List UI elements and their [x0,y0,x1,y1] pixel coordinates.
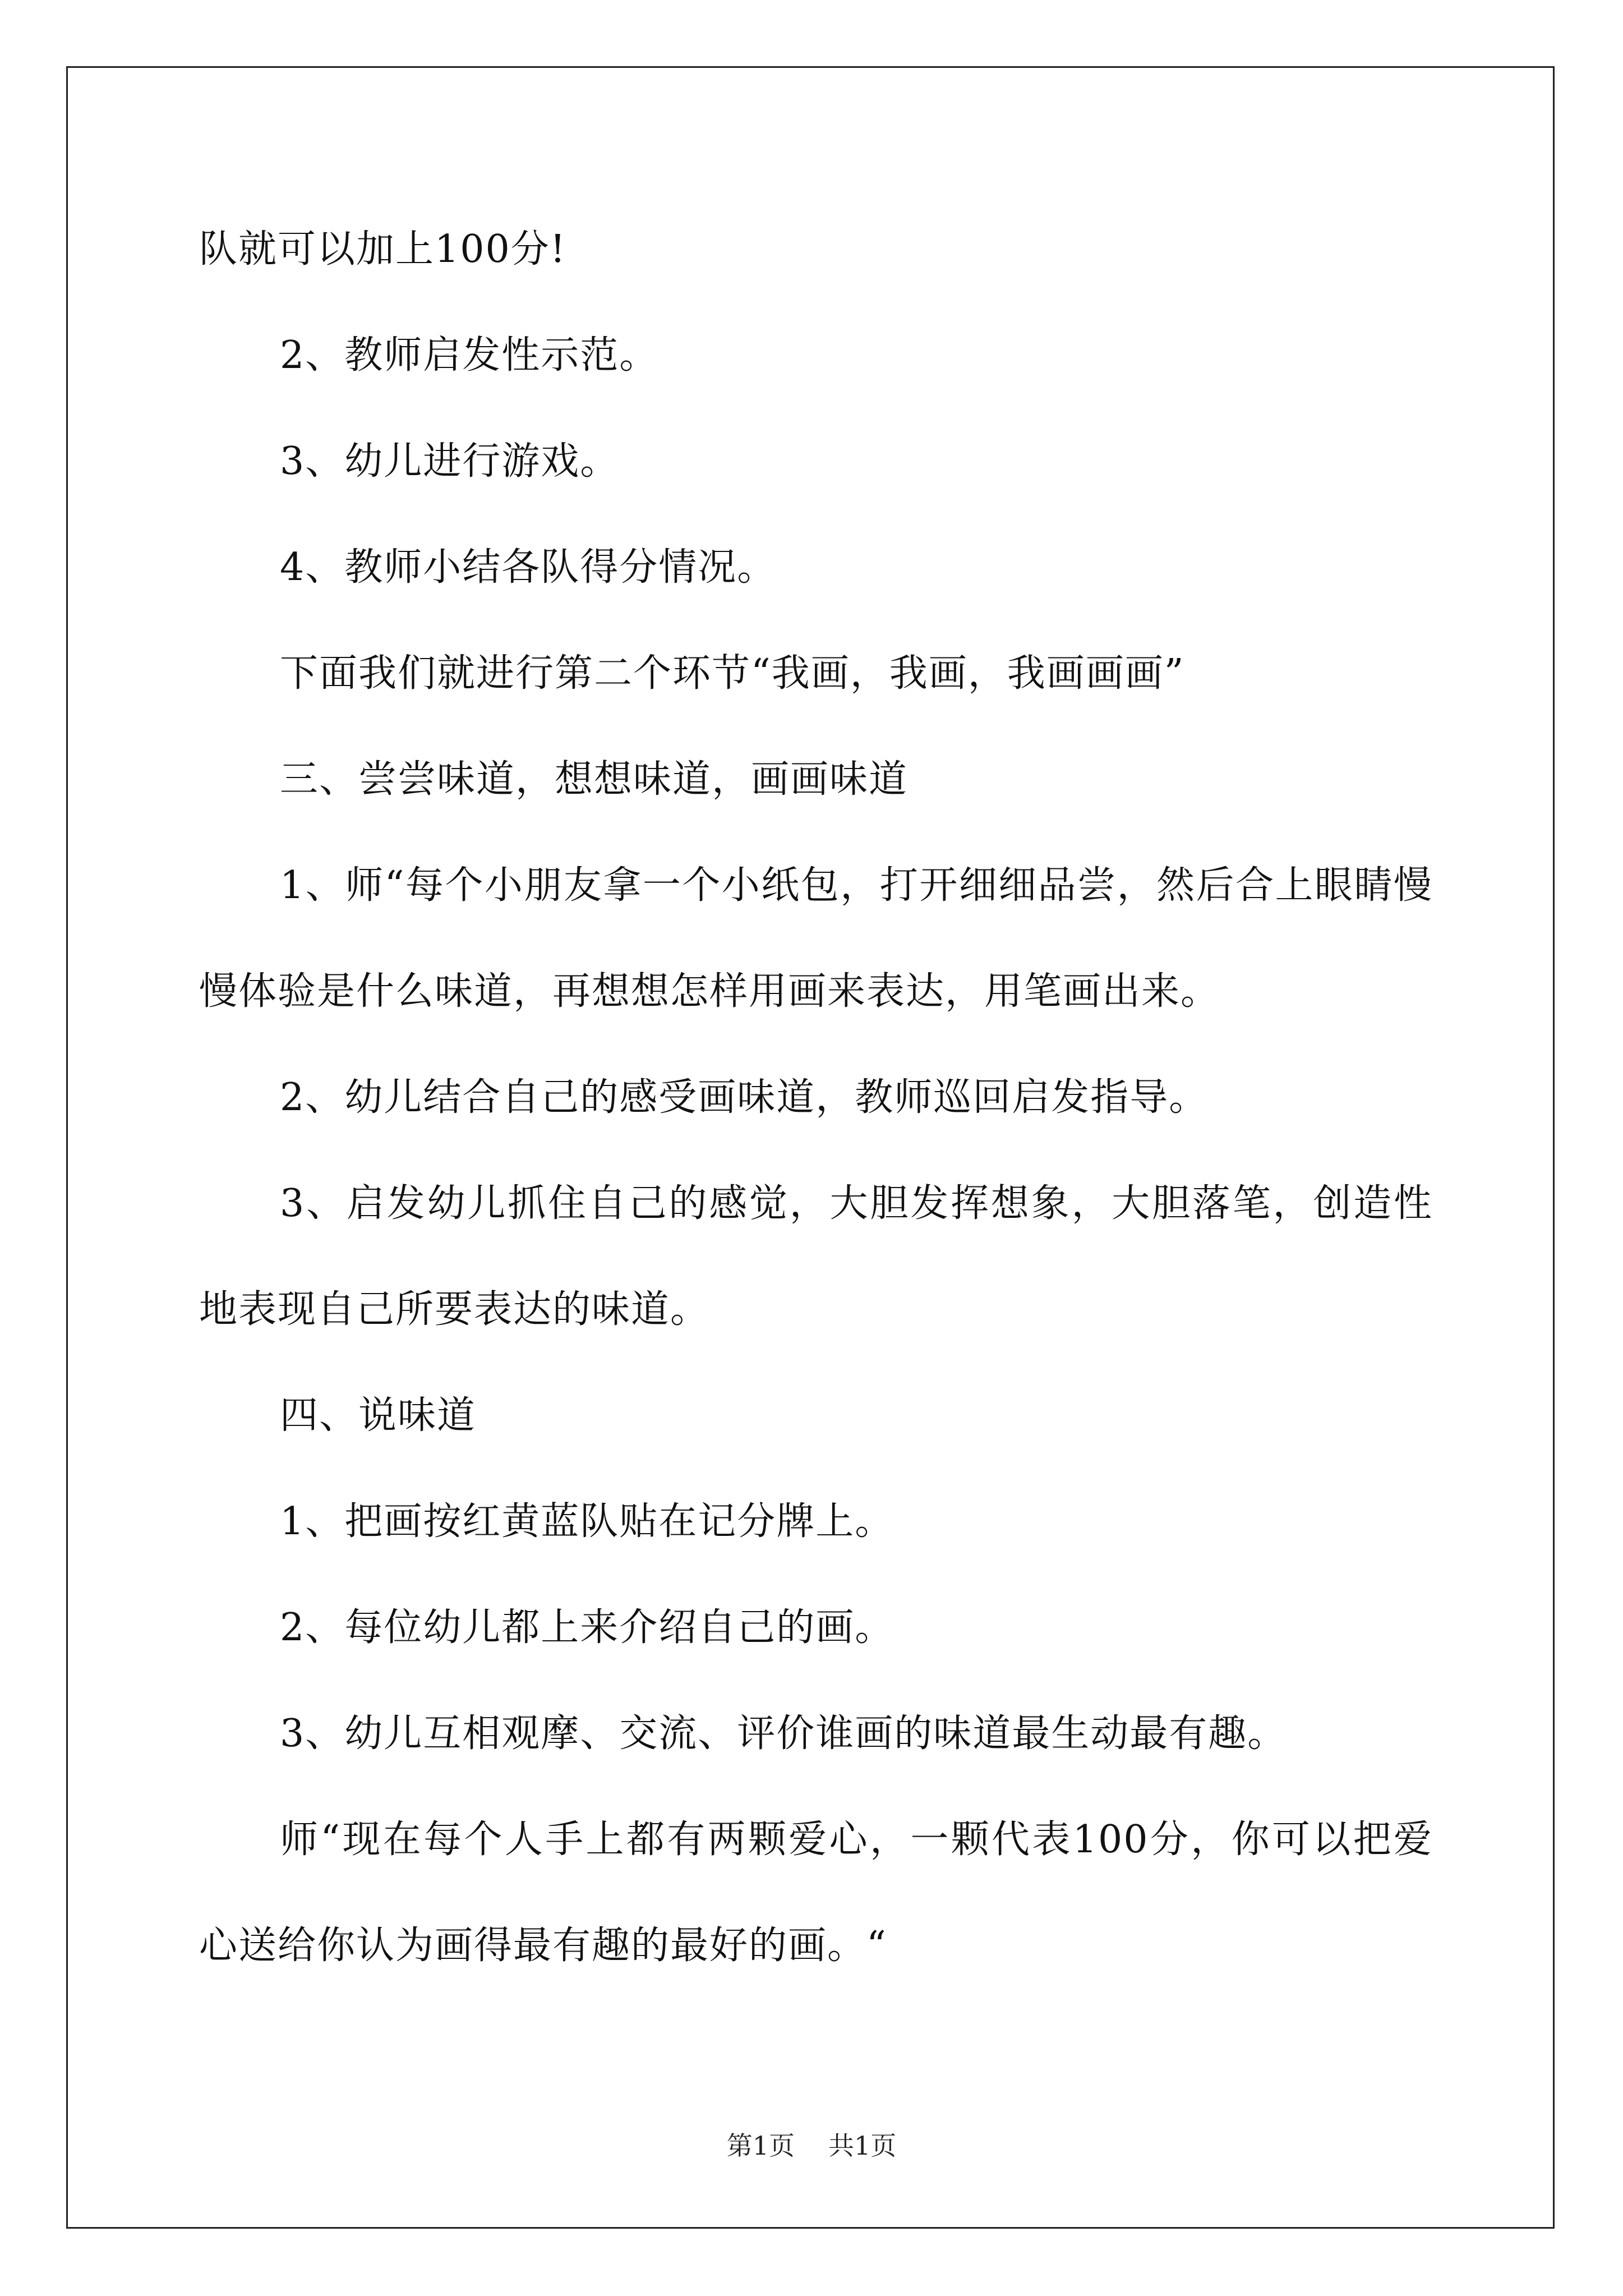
paragraph-5: 下面我们就进行第二个环节“我画，我画，我画画画” [280,651,1185,696]
paragraph-7: 1、师“每个小朋友拿一个小纸包，打开细细品尝，然后合上眼睛慢慢体验是什么味道，再想想怎样用画来表达，用笔画出来。 [199,863,1433,1014]
paragraph-1: 队就可以加上100分! [199,227,567,272]
page-total: 共1页 [828,2131,897,2161]
paragraph-12: 2、每位幼儿都上来介绍自己的画。 [280,1605,895,1650]
paragraph-13: 3、幼儿互相观摩、交流、评价谁画的味道最生动最有趣。 [280,1711,1287,1756]
section-heading-4: 四、说味道 [280,1393,477,1438]
paragraph-4: 4、教师小结各队得分情况。 [280,545,777,590]
paragraph-3: 3、幼儿进行游戏。 [280,439,620,484]
page-number: 第1页 [726,2131,795,2161]
page-footer [0,2129,1623,2162]
paragraph-14: 师“现在每个人手上都有两颗爱心，一颗代表100分，你可以把爱心送给你认为画得最有趣的最好的画。“ [199,1818,1433,1968]
paragraph-2: 2、教师启发性示范。 [280,333,659,378]
paragraph-8: 2、幼儿结合自己的感受画味道，教师巡回启发指导。 [280,1075,1209,1120]
section-heading-3: 三、尝尝味道，想想味道，画画味道 [280,757,909,802]
paragraph-9: 3、启发幼儿抓住自己的感觉，大胆发挥想象，大胆落笔，创造性地表现自己所要表达的味道。 [199,1181,1433,1332]
document-body [199,196,1433,1999]
paragraph-11: 1、把画按红黄蓝队贴在记分牌上。 [280,1499,895,1544]
